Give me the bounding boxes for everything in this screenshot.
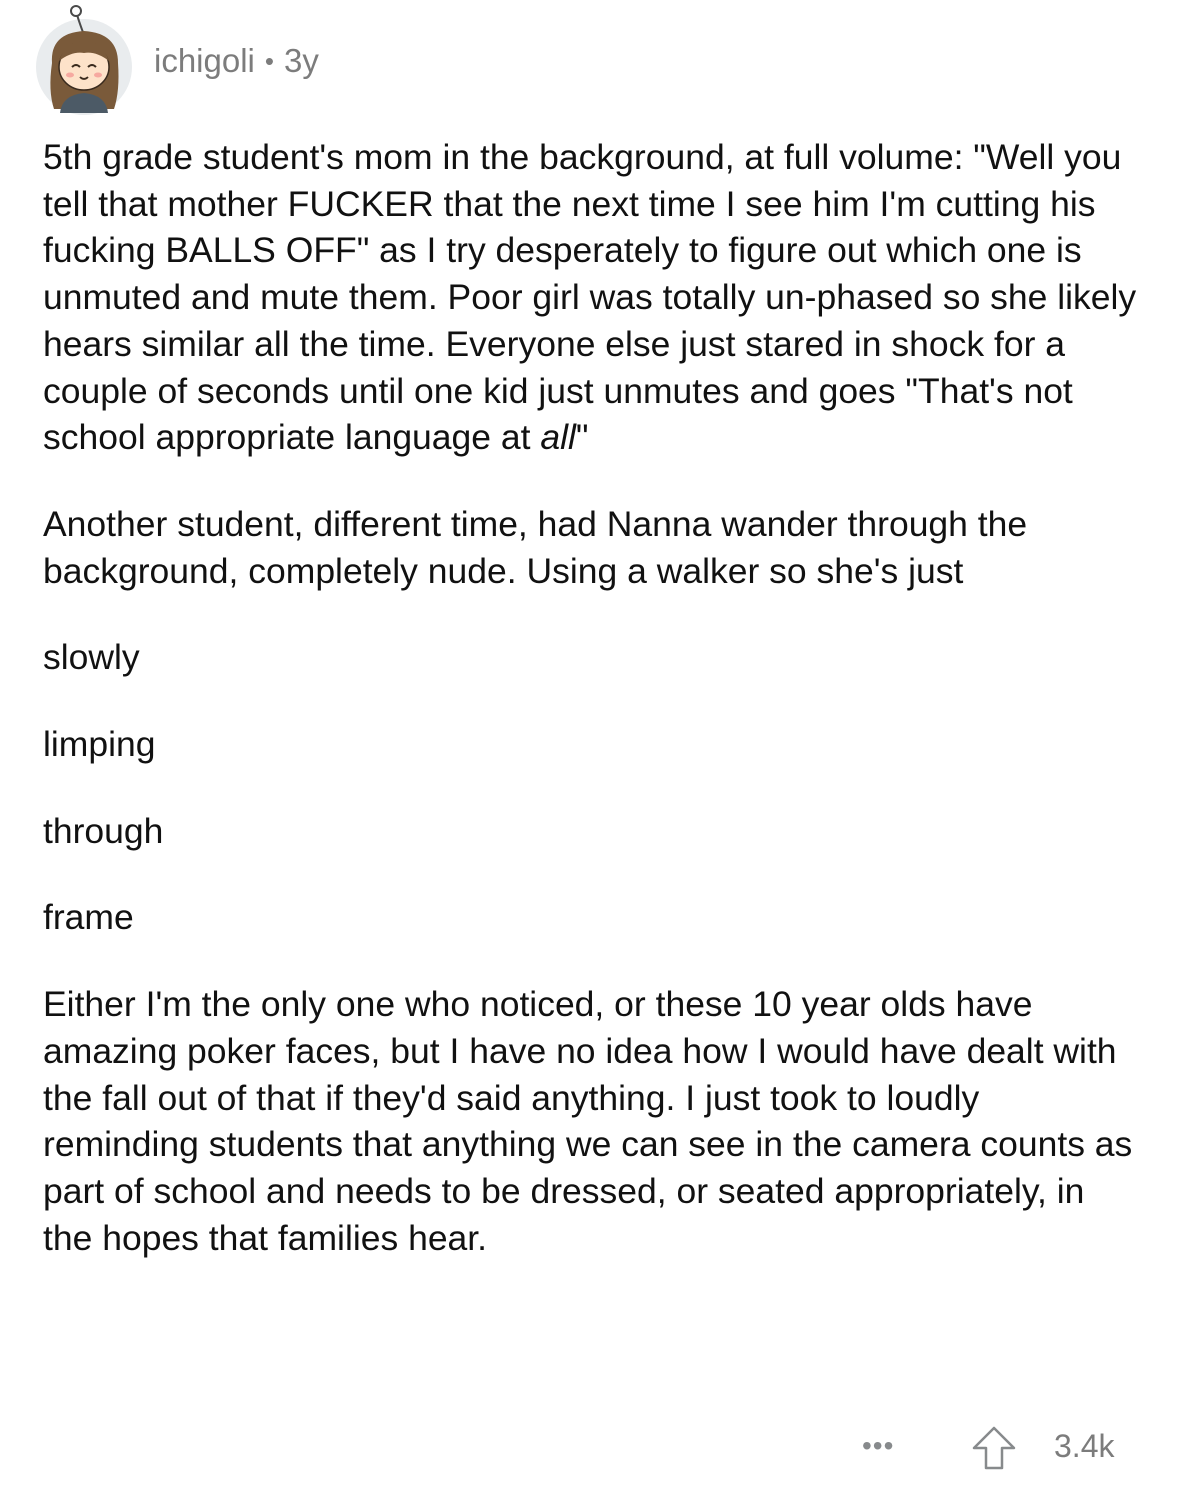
avatar[interactable] [36,19,132,115]
comment-paragraph: frame [43,897,134,938]
author-name[interactable]: ichigoli [154,42,255,79]
comment-paragraph: Either I'm the only one who noticed, or these 10 year olds have amazing poker faces, but I have no idea how I would have dealt with the fall out of that if they'd said anything. I just took to loudly reminding students that anything we can see in the camera counts as part of school and needs to be dressed, or seated appropriately, in the hopes that families hear. [43,984,1133,1258]
snoo-avatar-icon [36,5,132,115]
comment-body [43,134,1143,1301]
vote-score: 3.4k [1054,1428,1115,1464]
comment-paragraph [43,134,1143,461]
comment-footer [0,1418,1179,1478]
paragraph-tail: " [575,417,589,458]
comment-paragraph: Another student, different time, had Nanna wander through the background, completely nude. Using a walker so she's just [43,503,1028,591]
comment-meta [154,42,319,80]
comment-paragraph: slowly [43,637,140,678]
comment-age: 3y [284,42,319,79]
upvote-button[interactable] [968,1422,1020,1474]
comment-paragraph: limping [43,724,156,765]
emphasis-text: all [540,417,576,458]
comment-header [36,0,319,120]
upvote-arrow-icon [968,1422,1020,1474]
paragraph-text: 5th grade student's mom in the background, at full volume: "Well you tell that mother FUCKER that the next time I see him I'm cutting his fucking BALLS OFF" as I try desperately to figure out which one is unmuted and mute them. Poor girl was totally un-phased so she likely hears similar all the time. Everyone else just stared in shock for a couple of seconds until one kid just unmutes and goes "That's not school appropriate language at [43,137,1137,458]
comment-paragraph: through [43,810,164,851]
more-options-button[interactable]: ••• [862,1430,895,1461]
meta-separator: • [264,45,274,76]
